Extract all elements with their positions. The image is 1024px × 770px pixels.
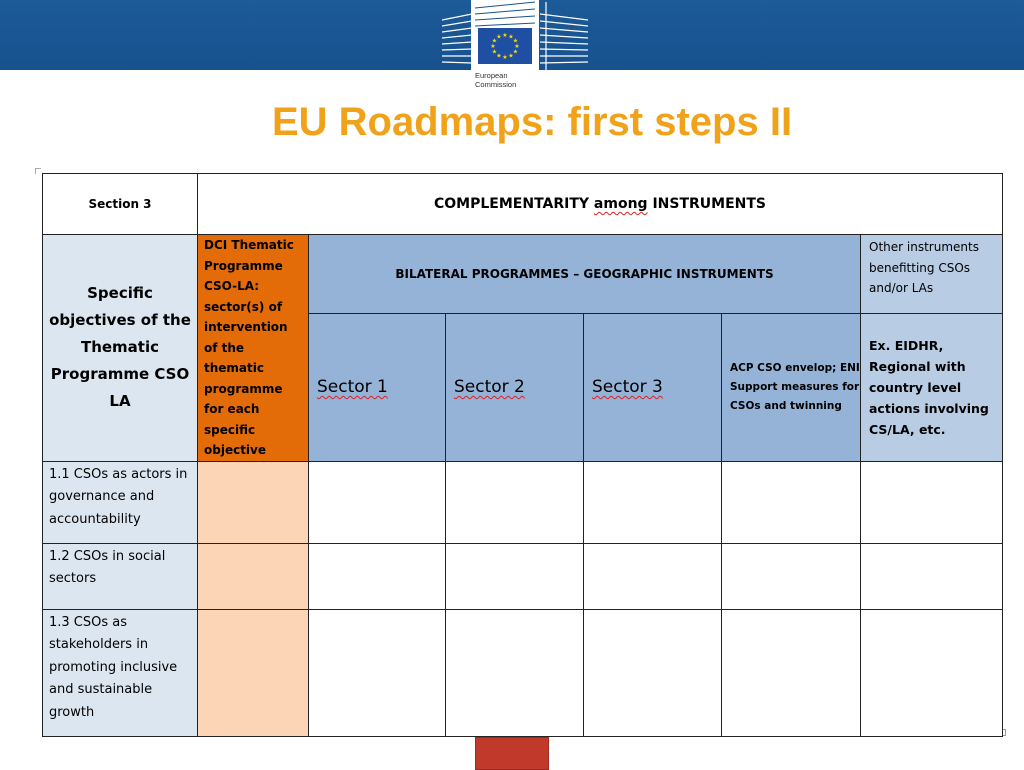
table-cell [584,461,722,543]
svg-text:★: ★ [508,52,514,60]
sector-3-header [584,313,722,461]
other-examples-header: Ex. EIDHR, Regional with country level actions involving CS/LA, etc. [861,313,1003,461]
svg-text:★: ★ [496,33,502,41]
table-cell [309,461,446,543]
table-cell [722,543,861,609]
svg-text:★: ★ [502,32,508,39]
table-cell [861,609,1003,736]
logo-text-line2: Commission [475,80,517,89]
table-cell [584,543,722,609]
svg-text:★: ★ [502,54,508,61]
complementarity-among: among [593,196,648,212]
logo-text-line1: European [475,71,508,80]
dci-cell [198,609,309,736]
complementarity-suffix: INSTRUMENTS [647,196,767,212]
svg-text:★: ★ [490,43,496,50]
table-cell [584,609,722,736]
table-row-section [43,174,1003,235]
sector-2-label: Sector 2 [454,377,525,398]
table-row [43,609,1003,736]
table-cell [446,609,584,736]
objective-1-3: 1.3 CSOs as stakeholders in promoting inclusive and sustainable growth [43,609,198,736]
section-label: Section 3 [43,174,198,235]
svg-text:★: ★ [512,37,519,45]
table-cell [446,543,584,609]
objective-1-1: 1.1 CSOs as actors in governance and accountability [43,461,198,543]
ec-logo-text [475,71,537,89]
svg-text:★: ★ [508,33,514,41]
logo-building-lines-right [540,0,588,70]
acp-cso-header: ACP CSO envelop; ENI Support measures for CSOs and twinning [722,313,861,461]
table-row [43,543,1003,609]
table-cell [722,461,861,543]
specific-objectives-header: Specific objectives of the Thematic Programme CSO LA [43,235,198,462]
table-cell [309,543,446,609]
dci-cell [198,461,309,543]
dci-cell [198,543,309,609]
complementarity-header [198,174,1003,235]
resize-handle-top-left [35,168,41,174]
eu-flag-icon [478,28,532,64]
objective-1-2: 1.2 CSOs in social sectors [43,543,198,609]
sector-1-header [309,313,446,461]
bilateral-programmes-header: BILATERAL PROGRAMMES – GEOGRAPHIC INSTRUMENTS [309,235,861,314]
table-cell [722,609,861,736]
page-title: EU Roadmaps: first steps II [271,100,793,144]
complementarity-prefix: COMPLEMENTARITY [434,196,594,212]
sector-1-label: Sector 1 [317,377,388,398]
svg-text:★: ★ [491,48,498,56]
table-row-header-1 [43,235,1003,314]
table-cell [861,543,1003,609]
logo-building-lines-left [442,0,472,70]
svg-text:★: ★ [496,52,502,60]
logo-building-icon [471,0,539,30]
other-instruments-header: Other instruments benefitting CSOs and/or LAs [861,235,1003,314]
table-cell [861,461,1003,543]
complementarity-table [42,173,1003,737]
table-cell [309,609,446,736]
footer-logo [475,737,549,770]
svg-text:★: ★ [491,37,498,45]
svg-text:★: ★ [514,43,520,50]
table-cell [446,461,584,543]
sector-2-header [446,313,584,461]
dci-thematic-header: DCI Thematic Programme CSO-LA: sector(s) of intervention of the thematic programme for each specific objective [198,235,309,462]
table-row [43,461,1003,543]
sector-3-label: Sector 3 [592,377,663,398]
svg-text:★: ★ [512,48,519,56]
